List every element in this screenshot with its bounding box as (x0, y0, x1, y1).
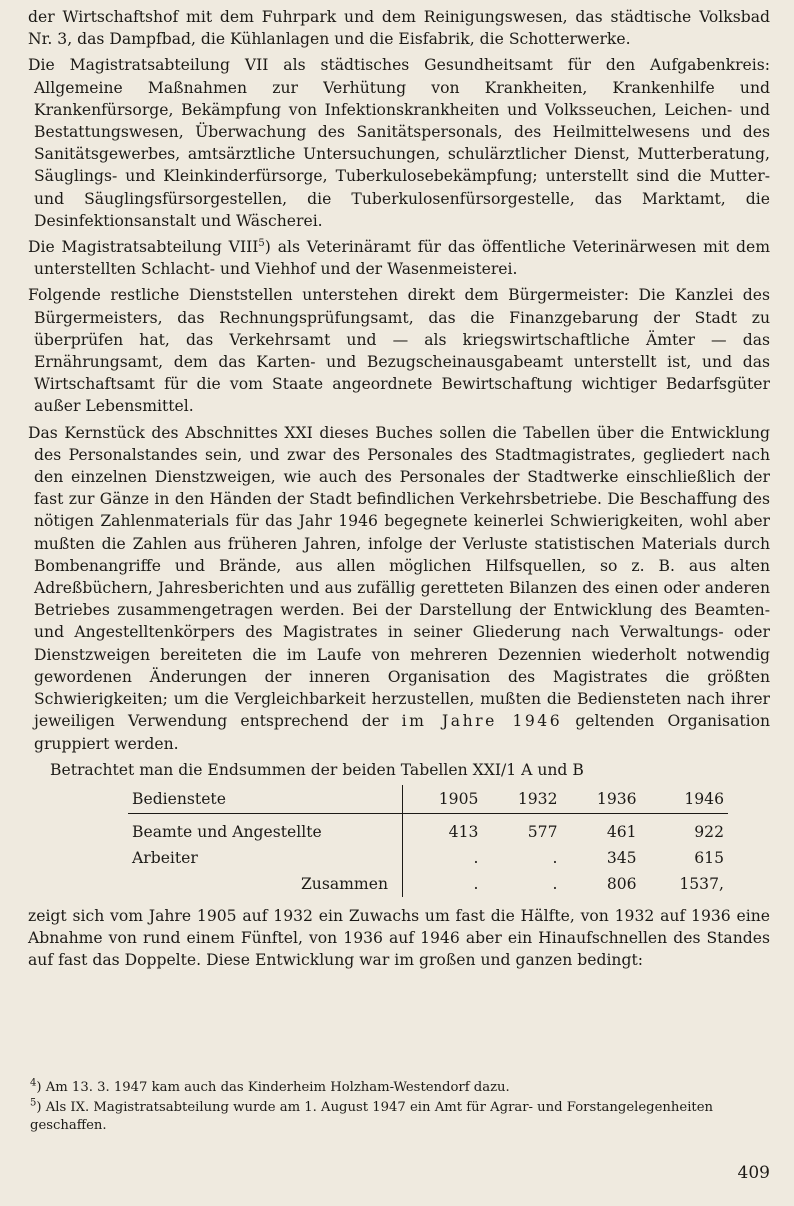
paragraph-kernstueck-main: Das Kernstück des Abschnittes XXI dieses Buches sollen die Tabellen über die Entwicklung des Personalstandes sein, und zwar des Personales des Stadtmagistrates, gegliedert nach den einzelnen Dienstzweigen, wie auch des Personales der Stadtwerke einschließlich der fast zur Gänze in den Händen der Stadt befindlichen Verkehrsbetriebe. Die Beschaffung des nötigen Zahlenmaterials für das Jahr 1946 begegnete keinerlei Schwierigkeiten, wohl aber mußten die Zahlen aus früheren Jahren, infolge der Verluste statistischen Materials durch Bombenangriffe und Brände, aus allen möglichen Hilfsquellen, so z. B. aus alten Adreßbüchern, Jahresberichten und aus zufällig geretteten Bilanzen des einen oder anderen Betriebes zusammengetragen werden. Bei der Darstellung der Entwicklung des Beamten- und Angestelltenkörpers des Magistrates in seiner Gliederung nach Verwaltungs- oder Dienstzweigen bereiteten die im Laufe von mehreren Dezennien wiederholt notwendig gewordenen Änderungen der inneren Organisation des Magistrates die größten Schwierigkeiten; um die Vergleichbarkeit herzustellen, mußten die Bediensteten nach ihrer jeweiligen Verwendung entsprechend der (28, 423, 770, 731)
table-header-cell: 1946 (641, 785, 728, 814)
table-cell: Zusammen (128, 871, 403, 897)
footnote-4 (30, 1079, 770, 1097)
footnote-text: ) Am 13. 3. 1947 kam auch das Kinderheim Holzham-Westendorf dazu. (36, 1080, 510, 1095)
table-cell: 413 (448, 822, 479, 841)
paragraph-continuation: der Wirtschaftshof mit dem Fuhrpark und dem Reinigungswesen, das städtische Volksbad Nr. 3, das Dampfbad, die Kühlanlagen und die Eisfabrik, die Schotterwerke. (28, 8, 770, 49)
table-cell: 461 (606, 822, 637, 841)
paragraph-kernstueck-end: geltenden Organisation gruppiert werden. (34, 712, 771, 753)
table-cell: 345 (606, 848, 637, 867)
footnote-5 (30, 1099, 770, 1135)
paragraph-buergermeister: Folgende restliche Dienststellen unterstehen direkt dem Bürgermeister: Die Kanzlei des Bürgermeisters, das Rechnungsprüfungsamt, das die Finanzgebarung der Stadt zu überprüfen hat, das Verkehrsamt und — als kriegswirtschaftliche Ämter — das Ernährungsamt, dem das Karten- und Bezugscheinausgabeamt unterstellt ist, und das Wirtschaftsamt für die vom Staate angeordnete Bewirtschaftung wichtiger Bedarfsgüter außer Lebensmittel. (28, 286, 770, 416)
table-cell: . (552, 848, 558, 867)
table-cell: Beamte und Angestellte (128, 813, 403, 845)
paragraph-table-intro: Betrachtet man die Endsummen der beiden Tabellen XXI/1 A und B (50, 760, 584, 779)
footnote-ref-5: 5 (258, 237, 265, 249)
paragraph-ma-viii-end: ) als Veterinäramt für das öffentliche Veterinärwesen mit dem unterstellten Schlacht- und Viehhof und der Wasenmeisterei. (34, 238, 770, 279)
table-cell: 615 (694, 848, 724, 867)
staff-totals-table (128, 785, 728, 897)
table-header-cell: 1905 (403, 785, 483, 814)
table-header-cell: 1936 (562, 785, 641, 814)
table-header-cell: Bedienstete (128, 785, 403, 814)
table-cell: 806 (606, 874, 637, 893)
paragraph-after-table: zeigt sich vom Jahre 1905 auf 1932 ein Zuwachs um fast die Hälfte, von 1932 auf 1936 eine Abnahme von rund einem Fünftel, von 1936 auf 1946 aber ein Hinaufschnellen des Standes auf fast das Doppelte. Diese Entwicklung war im großen und ganzen bedingt: (28, 906, 770, 970)
table-cell: 1537, (679, 874, 724, 893)
table-cell: Arbeiter (128, 845, 403, 871)
paragraph-ma-vii: Die Magistratsabteilung VII als städtisches Gesundheitsamt für den Aufgabenkreis: Allgemeine Maßnahmen zur Verhütung von Krankheiten, Krankenhilfe und Krankenfürsorge, Bekämpfung von Infektionskrankheiten und Volksseuchen, Leichen- und Bestattungswesen, Überwachung des Sanitätspersonals, des Heilmittelwesens und des Sanitätsgewerbes, amtsärztliche Untersuchungen, schulärztlicher Dienst, Mutterberatung, Säuglings- und Kleinkinderfürsorge, Tuberkulosebekämpfung; unterstellt sind die Mutter- und Säuglingsfürsorgestellen, die Tuberkulosenfürsorgestelle, das Marktamt, die Desinfektionsanstalt und Wäscherei. (28, 56, 770, 230)
body-text (28, 6, 770, 976)
table-cell: . (473, 848, 479, 867)
paragraph-ma-viii-start: Die Magistratsabteilung VIII (28, 238, 259, 257)
spaced-emphasis: im Jahre 1946 (401, 712, 563, 731)
table-cell: . (552, 874, 558, 893)
table-cell: . (473, 874, 479, 893)
footnote-mark: 4 (30, 1077, 37, 1089)
table-cell: 922 (694, 822, 724, 841)
table-row (128, 845, 728, 871)
table-row (128, 813, 728, 845)
table-cell: 577 (527, 822, 558, 841)
footnote-mark: 5 (30, 1097, 37, 1109)
footnote-text: ) Als IX. Magistratsabteilung wurde am 1. August 1947 ein Amt für Agrar- und Forstangelegenheiten geschaffen. (30, 1100, 714, 1133)
paragraph-ma-viii (28, 236, 770, 280)
table-header-cell: 1932 (482, 785, 561, 814)
table-header-row (128, 785, 728, 814)
table-row-total (128, 871, 728, 897)
paragraph-kernstueck (28, 422, 770, 755)
page-number: 409 (737, 1163, 770, 1183)
footnotes (30, 1079, 770, 1137)
